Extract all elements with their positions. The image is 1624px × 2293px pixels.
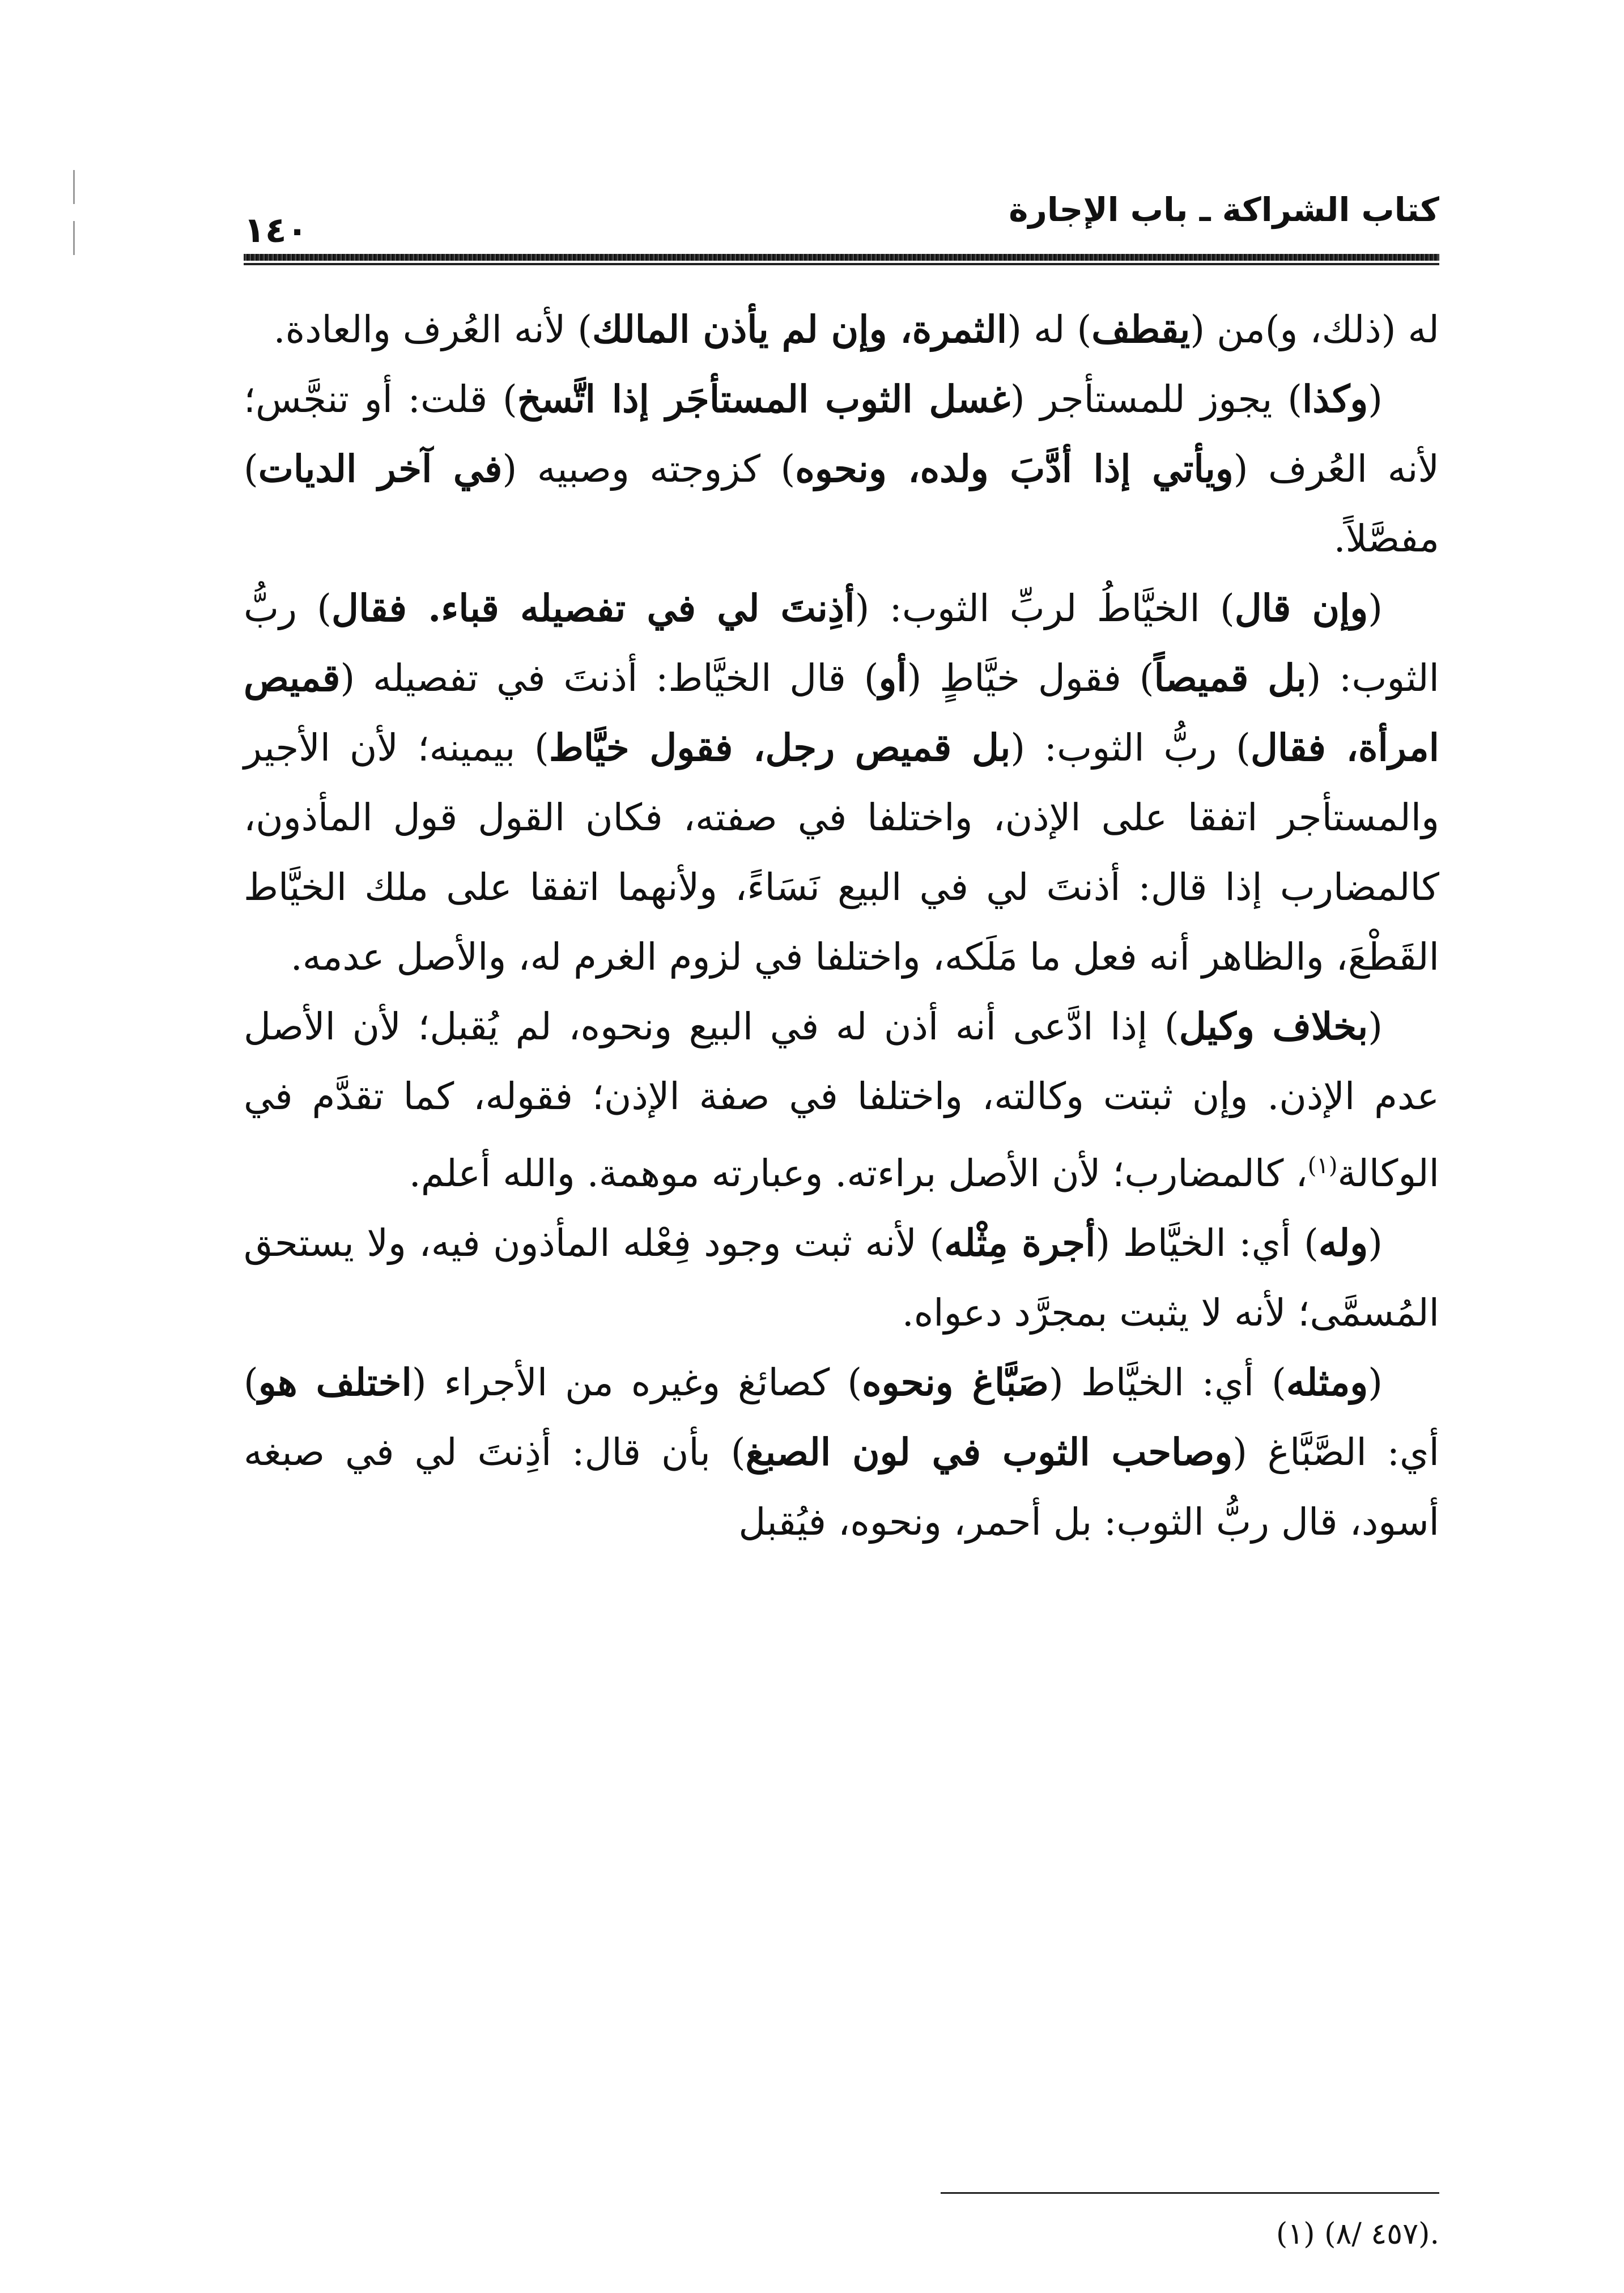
matn-text: وله — [1318, 1221, 1368, 1265]
sharh-text: ) لأنه ثبت وجود فِعْله المأذون فيه، ولا يستحق المُسمَّى؛ لأنه لا يثبت بمجرَّد دعواه. — [244, 1221, 1439, 1335]
sharh-text: ) ربُّ الثوب: ( — [1010, 726, 1251, 770]
sharh-text: ) ربُّ الثوب: ( — [244, 587, 1439, 700]
paragraph — [244, 295, 1439, 364]
sharh-text: ، كالمضارب؛ لأن الأصل براءته. وعبارته موهمة. والله أعلم. — [409, 1152, 1308, 1195]
sharh-text: ) مفصَّلاً. — [244, 447, 1439, 560]
margin-mark — [73, 221, 75, 255]
sharh-text: ( — [1368, 587, 1383, 630]
paragraph — [244, 574, 1439, 992]
body-text — [244, 295, 1439, 1557]
matn-text: قميص امرأة، فقال — [244, 656, 1439, 770]
sharh-text: ) كزوجته وصبيه ( — [502, 447, 796, 491]
margin-mark — [73, 170, 75, 204]
sharh-text: ) أي: الخيَّاط ( — [1049, 1361, 1286, 1404]
sharh-text: ) يجوز للمستأجر ( — [1010, 377, 1302, 421]
sharh-text: ) قال الخيَّاط: أذنتَ في تفصيله ( — [340, 656, 879, 700]
sharh-text: ) إذا ادَّعى أنه أذن له في البيع ونحوه، لم يُقبل؛ لأن الأصل عدم الإذن. وإن ثبتت وكالته، واختلفا في صفة الإذن؛ فقوله، كما تقدَّم في الوكالة — [244, 1005, 1439, 1195]
sharh-text: ( — [1368, 377, 1383, 421]
footnote: .(٤٥٧ /٨) (١) — [1276, 2217, 1439, 2251]
paragraph — [244, 1348, 1439, 1557]
paragraph — [244, 992, 1439, 1208]
book-page — [244, 187, 1439, 2256]
matn-text: أو — [878, 656, 907, 700]
paragraph — [244, 1208, 1439, 1348]
footnote-rule — [941, 2192, 1439, 2194]
matn-text: الثمرة، وإن لم يأذن المالك — [592, 307, 1007, 351]
page-number: ١٤٠ — [244, 209, 308, 250]
matn-text: يقطف — [1091, 307, 1191, 351]
matn-text: بخلاف وكيل — [1179, 1004, 1368, 1048]
matn-text: غسل الثوب المستأجَر إذا اتَّسخ — [517, 377, 1010, 421]
sharh-text: ) كصائغ وغيره من الأجراء ( — [411, 1361, 862, 1404]
paragraph — [244, 364, 1439, 574]
matn-text: ومثله — [1286, 1360, 1368, 1404]
sharh-text: ( — [1368, 1005, 1383, 1048]
matn-text: اختلف هو — [258, 1360, 412, 1404]
sharh-text: ) الخيَّاطُ لربِّ الثوب: ( — [854, 587, 1235, 630]
matn-text: بل قميصاً — [1154, 656, 1307, 700]
sharh-text: ) بأن قال: أذِنتَ لي في صبغه أسود، قال ربُّ الثوب: بل أحمر، ونحوه، فيُقبل — [244, 1430, 1439, 1544]
matn-text: بل قميص رجل، فقول خيَّاط — [549, 725, 1011, 770]
matn-text: وإن قال — [1234, 586, 1368, 630]
footnote-ref: (١) — [1307, 1153, 1338, 1179]
sharh-text: ) له ( — [1007, 308, 1092, 351]
matn-text: أجرة مِثْله — [944, 1221, 1096, 1265]
running-title: كتاب الشراكة ـ باب الإجارة — [1009, 190, 1439, 229]
header-rule-thin — [244, 263, 1439, 265]
sharh-text: ) بيمينه؛ لأن الأجير والمستأجر اتفقا على الإذن، واختلفا في صفته، فكان القول قول المأذون، كالمضارب إذا قال: أذنتَ لي في البيع نَسَاءً، ولأنهما اتفقا على ملك الخيَّاط القَطْعَ، والظاهر أنه فعل ما مَلَكه، واختلفا في لزوم الغرم له، والأصل عدمه. — [244, 726, 1439, 979]
matn-text: ويأتي إذا أدَّبَ ولده، ونحوه — [795, 447, 1234, 491]
matn-text: وكذا — [1302, 377, 1368, 421]
matn-text: في آخر الديات — [258, 447, 503, 491]
sharh-text: ) فقول خيَّاطٍ ( — [907, 656, 1154, 700]
page-header — [244, 187, 1439, 255]
sharh-text: ) قلت: أو تنجَّس؛ لأنه العُرف ( — [244, 377, 1439, 491]
matn-text: صَبَّاغ ونحوه — [862, 1360, 1049, 1404]
scan-margin-marks — [73, 170, 75, 261]
sharh-text: ) أي: الخيَّاط ( — [1095, 1221, 1319, 1265]
matn-text: أذِنتَ لي في تفصيله قباء. فقال — [331, 586, 855, 630]
sharh-text: ( — [1368, 1361, 1383, 1404]
header-rule — [244, 254, 1439, 261]
sharh-text: له (ذلك، و)من ( — [1190, 308, 1439, 351]
matn-text: وصاحب الثوب في لون الصبغ — [745, 1430, 1233, 1474]
sharh-text: ) أي: الصَّبَّاغ ( — [244, 1361, 1439, 1474]
sharh-text: ) لأنه العُرف والعادة. — [273, 308, 593, 351]
sharh-text: ( — [1368, 1221, 1383, 1265]
